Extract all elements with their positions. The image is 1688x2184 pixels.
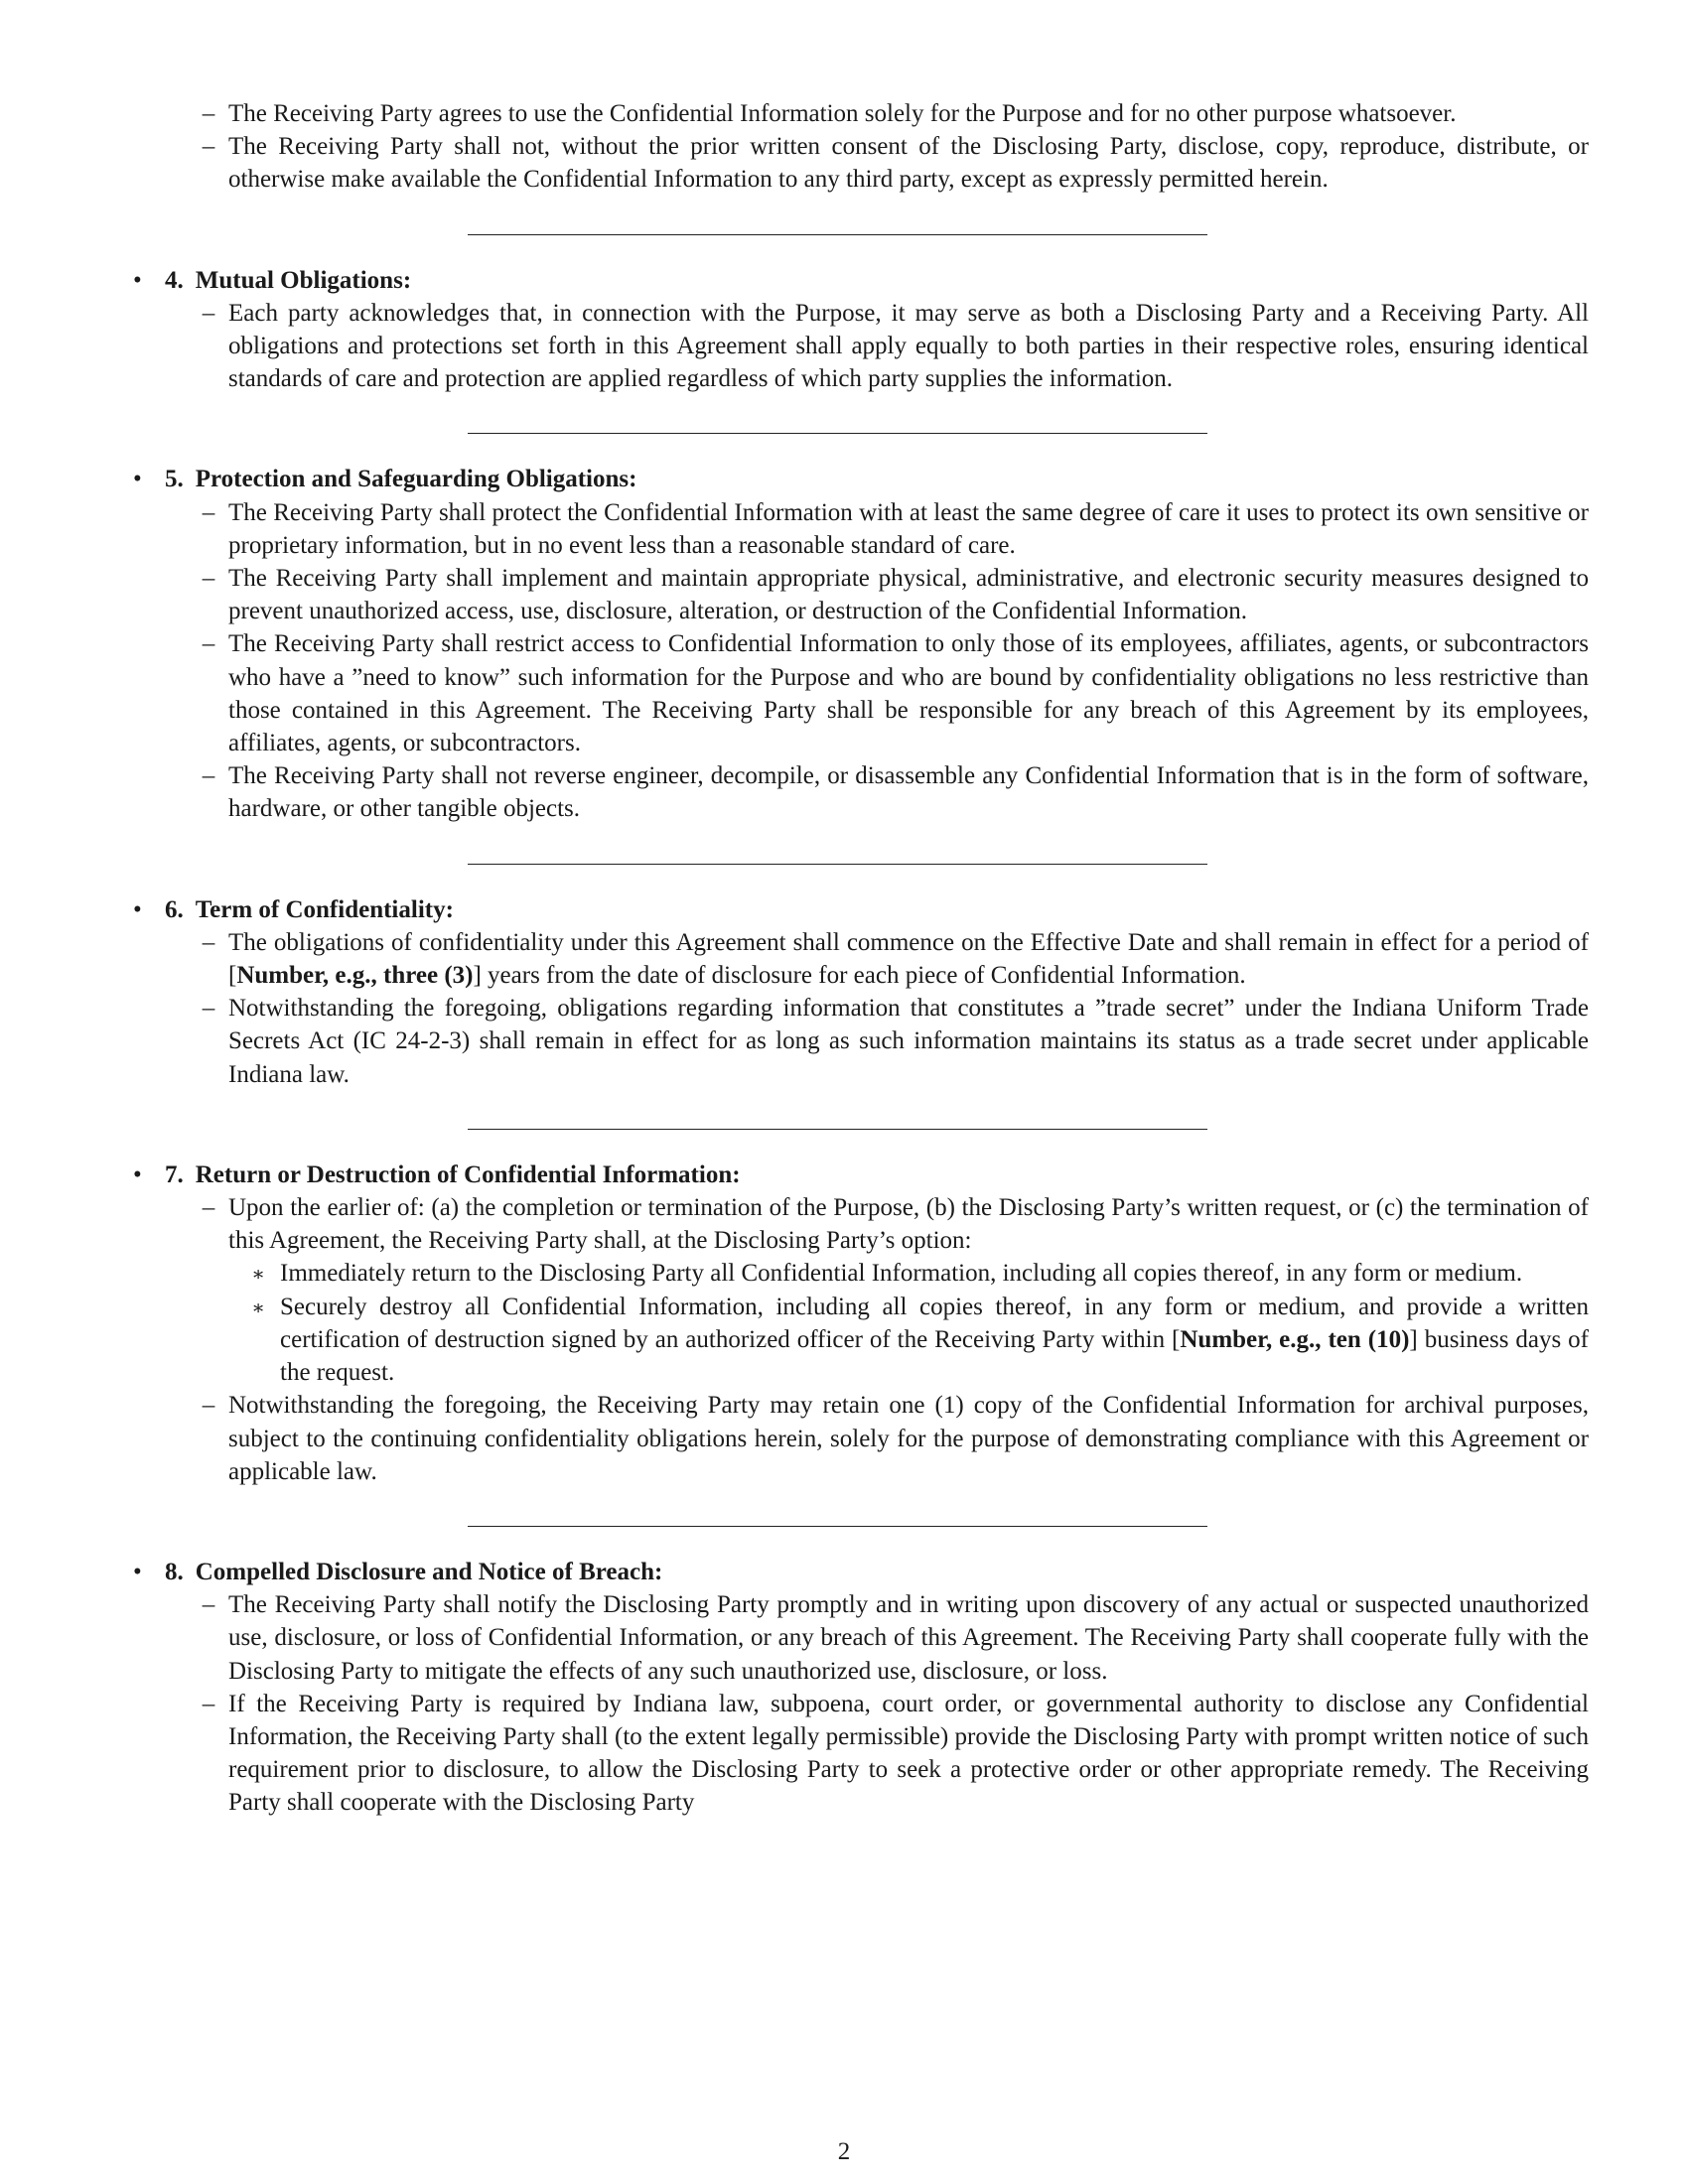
- section-title: Term of Confidentiality:: [195, 895, 454, 923]
- dash-marker: –: [202, 1194, 215, 1222]
- section-title: Return or Destruction of Confidential Information:: [195, 1160, 741, 1188]
- item-text: Each party acknowledges that, in connection with the Purpose, it may serve as both a Disclosing Party and a Receiving Party. All obligations and protections set forth in this Agreement shall apply equally to both parties in their respective roles, ensuring identical standards of care and protection are applied regardless of which party supplies the information.: [228, 299, 1589, 393]
- dash-marker: –: [202, 630, 215, 658]
- section-heading-6: [129, 893, 1589, 926]
- section-number: 7.: [165, 1160, 184, 1188]
- list-item: [129, 130, 1589, 196]
- star-marker: ∗: [251, 1264, 265, 1287]
- section-title: Protection and Safeguarding Obligations:: [195, 466, 637, 493]
- item-text: Notwithstanding the foregoing, obligations regarding information that constitutes a ”trade secret” under the Indiana Uniform Trade Secrets Act (IC 24-2-3) shall remain in effect for as long as such information maintains its status as a trade secret under applicable Indiana law.: [228, 995, 1589, 1088]
- dash-marker: –: [202, 299, 215, 327]
- item-text: The Receiving Party shall notify the Disclosing Party promptly and in writing upon discovery of any actual or suspected unauthorized use, disclosure, or loss of Confidential Information, or any breach of this Agreement. The Receiving Party shall cooperate fully with the Disclosing Party to mitigate the effects of any such unauthorized use, disclosure, or loss.: [228, 1591, 1589, 1685]
- item-text: Securely destroy all Confidential Information, including all copies thereof, in any form or medium, and provide a written certification of destruction signed by an authorized officer of the Receiving Party within [Number, e.g., ten (10)] business days of the request.: [280, 1293, 1589, 1387]
- section-title: Compelled Disclosure and Notice of Breach:: [195, 1558, 663, 1585]
- bullet-marker: •: [133, 466, 142, 493]
- document-body: [129, 97, 1589, 1820]
- placeholder-term: Number, e.g., three (3): [236, 962, 474, 990]
- list-item: [129, 627, 1589, 759]
- list-item: [129, 562, 1589, 627]
- item-text: Immediately return to the Disclosing Party all Confidential Information, including all copies thereof, in any form or medium.: [280, 1260, 1523, 1288]
- section-heading-7: [129, 1159, 1589, 1191]
- dash-marker: –: [202, 928, 215, 956]
- bullet-marker: •: [133, 1558, 142, 1585]
- dash-marker: –: [202, 1392, 215, 1420]
- dash-marker: –: [202, 565, 215, 593]
- section-number: 5.: [165, 466, 184, 493]
- section-title: Mutual Obligations:: [195, 266, 412, 294]
- section-heading-5: [129, 463, 1589, 495]
- star-marker: ∗: [251, 1297, 265, 1319]
- bullet-marker: •: [133, 1160, 142, 1188]
- section-number: 4.: [165, 266, 184, 294]
- section-number: 6.: [165, 895, 184, 923]
- item-text: Notwithstanding the foregoing, the Receiving Party may retain one (1) copy of the Confidential Information for archival purposes, subject to the continuing confidentiality obligations herein, solely for the purpose of demonstrating compliance with this Agreement or applicable law.: [228, 1392, 1589, 1485]
- item-text: The Receiving Party shall restrict access to Confidential Information to only those of its employees, affiliates, agents, or subcontractors who have a ”need to know” such information for the Purpose and who are bound by confidentiality obligations no less restrictive than those contained in this Agreement. The Receiving Party shall be responsible for any breach of this Agreement by its employees, affiliates, agents, or subcontractors.: [228, 630, 1589, 757]
- list-item: [129, 1588, 1589, 1688]
- list-item: [129, 97, 1589, 130]
- dash-marker: –: [202, 498, 215, 526]
- list-item: [129, 926, 1589, 992]
- item-text: The Receiving Party agrees to use the Confidential Information solely for the Purpose and for no other purpose whatsoever.: [228, 100, 1457, 127]
- dash-marker: –: [202, 100, 215, 127]
- nested-list-item: [129, 1291, 1589, 1390]
- item-text: The Receiving Party shall protect the Confidential Information with at least the same degree of care it uses to protect its own sensitive or proprietary information, but in no event less than a reasonable standard of care.: [228, 498, 1589, 559]
- bullet-marker: •: [133, 266, 142, 294]
- item-text: The Receiving Party shall not, without the prior written consent of the Disclosing Party, disclose, copy, reproduce, distribute, or otherwise make available the Confidential Information to any third party, except as expressly permitted herein.: [228, 133, 1589, 194]
- nested-list-item: [129, 1257, 1589, 1290]
- list-item: [129, 992, 1589, 1091]
- list-item: [129, 1688, 1589, 1820]
- list-item: [129, 1191, 1589, 1257]
- item-text: The Receiving Party shall not reverse engineer, decompile, or disassemble any Confidential Information that is in the form of software, hardware, or other tangible objects.: [228, 762, 1589, 823]
- dash-marker: –: [202, 1690, 215, 1717]
- item-text: The Receiving Party shall implement and maintain appropriate physical, administrative, and electronic security measures designed to prevent unauthorized access, use, disclosure, alteration, or destruction of the Confidential Information.: [228, 565, 1589, 625]
- item-text: Upon the earlier of: (a) the completion or termination of the Purpose, (b) the Disclosing Party’s written request, or (c) the termination of this Agreement, the Receiving Party shall, at the Disclosing Party’s option:: [228, 1194, 1589, 1255]
- dash-marker: –: [202, 762, 215, 790]
- section-heading-8: [129, 1556, 1589, 1588]
- dash-marker: –: [202, 133, 215, 161]
- section-heading-4: [129, 264, 1589, 297]
- bullet-marker: •: [133, 895, 142, 923]
- list-item: [129, 1389, 1589, 1488]
- item-text: If the Receiving Party is required by Indiana law, subpoena, court order, or governmental authority to disclose any Confidential Information, the Receiving Party shall (to the extent legally permissible) provide the Disclosing Party with prompt written notice of such requirement prior to disclosure, to allow the Disclosing Party to seek a protective order or other appropriate remedy. The Receiving Party shall cooperate with the Disclosing Party: [228, 1690, 1589, 1817]
- dash-marker: –: [202, 995, 215, 1023]
- section-number: 8.: [165, 1558, 184, 1585]
- list-item: [129, 759, 1589, 825]
- placeholder-term: Number, e.g., ten (10): [1180, 1325, 1410, 1353]
- list-item: [129, 297, 1589, 396]
- page-number: 2: [837, 2138, 851, 2165]
- dash-marker: –: [202, 1591, 215, 1619]
- item-text: The obligations of confidentiality under this Agreement shall commence on the Effective Date and shall remain in effect for a period of [Number, e.g., three (3)] years from the date of disclosure for each piece of Confidential Information.: [228, 928, 1589, 990]
- list-item: [129, 496, 1589, 562]
